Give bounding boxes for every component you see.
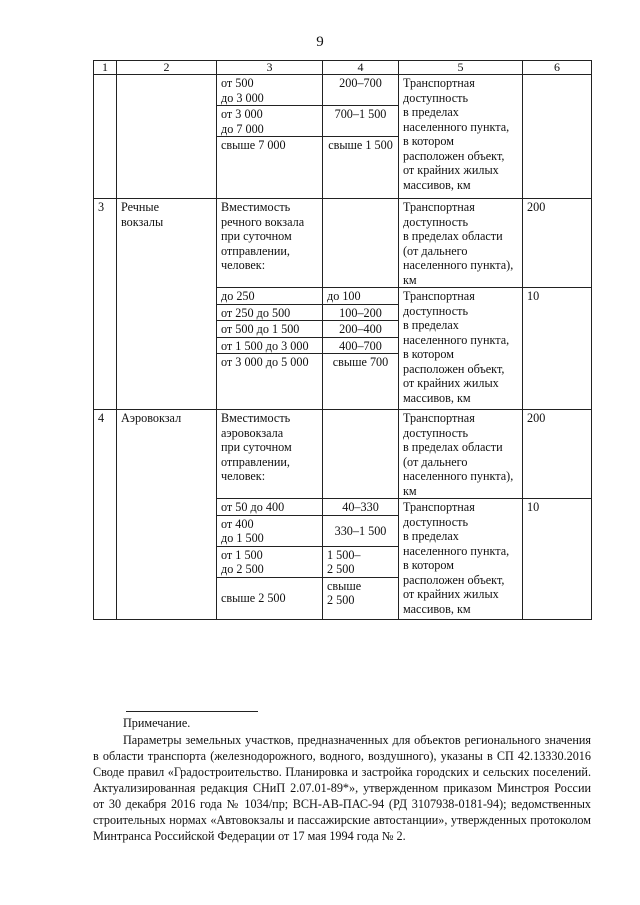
object-name-cell (117, 75, 217, 199)
distance-cell: 100–200 (323, 304, 399, 321)
capacity-cell: от 500 до 3 000 (217, 75, 323, 106)
note-title: Примечание. (123, 716, 191, 730)
header-cell: 1 (94, 61, 117, 75)
distance-cell: свыше 1 500 (323, 137, 399, 199)
footnote (93, 715, 591, 844)
object-name-cell: Речные вокзалы (117, 199, 217, 410)
distance-cell: свыше 700 (323, 354, 399, 410)
capacity-cell: от 250 до 500 (217, 304, 323, 321)
distance-cell (323, 199, 399, 288)
access-cell: Транспортная доступность в пределах области (от дальнего населенного пункта), км (399, 410, 523, 499)
distance-cell: 1 500– 2 500 (323, 546, 399, 577)
distance-cell: 40–330 (323, 499, 399, 516)
access-cell: Транспортная доступность в пределах населенного пункта, в котором расположен объект, от крайних жилых массивов, км (399, 499, 523, 620)
footnote-separator (126, 711, 258, 712)
page-number: 9 (316, 34, 324, 50)
distance-cell: свыше 2 500 (323, 577, 399, 619)
access-cell: Транспортная доступность в пределах населенного пункта, в котором расположен объект, от крайних жилых массивов, км (399, 288, 523, 410)
table-header-row (94, 61, 592, 75)
header-cell: 3 (217, 61, 323, 75)
header-cell: 4 (323, 61, 399, 75)
number-cell: 3 (94, 199, 117, 410)
capacity-cell: от 1 500 до 3 000 (217, 337, 323, 354)
distance-cell (323, 410, 399, 499)
table-row (94, 199, 592, 288)
distance-cell: 700–1 500 (323, 106, 399, 137)
table-row (94, 75, 592, 106)
capacity-cell: от 3 000 до 5 000 (217, 354, 323, 410)
header-cell: 5 (399, 61, 523, 75)
area-cell: 10 (523, 288, 592, 410)
capacity-cell: свыше 2 500 (217, 577, 323, 619)
table-row (94, 410, 592, 499)
header-cell: 2 (117, 61, 217, 75)
object-name-cell: Аэровокзал (117, 410, 217, 620)
distance-cell: 200–400 (323, 321, 399, 338)
capacity-cell: до 250 (217, 288, 323, 305)
access-cell: Транспортная доступность в пределах области (от дальнего населенного пункта), км (399, 199, 523, 288)
norms-table (93, 60, 592, 620)
capacity-cell: от 500 до 1 500 (217, 321, 323, 338)
capacity-cell: от 50 до 400 (217, 499, 323, 516)
capacity-cell: свыше 7 000 (217, 137, 323, 199)
note-text: Параметры земельных участков, предназначенных для объектов регионального значения в области транспорта (железнодорожного, водного, воздушного), указаны в СП 42.13330.2016 Своде правил «Градостроительство. Планировка и застройка городских и сельских поселений. Актуализированная редакция СНиП 2.07.01-89*», утвержденном приказом Минстроя России от 30 декабря 2016 года № 1034/пр; ВСН-АВ-ПАС-94 (РД 3107938-0181-94); ведомственных строительных нормах «Автовокзалы и пассажирские автостанции», утвержденных протоколом Минтранса Российской Федерации от 17 мая 1994 года № 2. (93, 733, 591, 843)
distance-cell: 400–700 (323, 337, 399, 354)
area-cell: 10 (523, 499, 592, 620)
capacity-cell: от 3 000 до 7 000 (217, 106, 323, 137)
capacity-cell: от 1 500 до 2 500 (217, 546, 323, 577)
number-cell: 4 (94, 410, 117, 620)
distance-cell: 200–700 (323, 75, 399, 106)
area-cell (523, 75, 592, 199)
capacity-title-cell: Вместимость речного вокзала при суточном отправлении, человек: (217, 199, 323, 288)
access-cell: Транспортная доступность в пределах населенного пункта, в котором расположен объект, от крайних жилых массивов, км (399, 75, 523, 199)
capacity-cell: от 400 до 1 500 (217, 515, 323, 546)
distance-cell: до 100 (323, 288, 399, 305)
header-cell: 6 (523, 61, 592, 75)
area-cell: 200 (523, 410, 592, 499)
capacity-title-cell: Вместимость аэровокзала при суточном отправлении, человек: (217, 410, 323, 499)
number-cell (94, 75, 117, 199)
area-cell: 200 (523, 199, 592, 288)
distance-cell: 330–1 500 (323, 515, 399, 546)
